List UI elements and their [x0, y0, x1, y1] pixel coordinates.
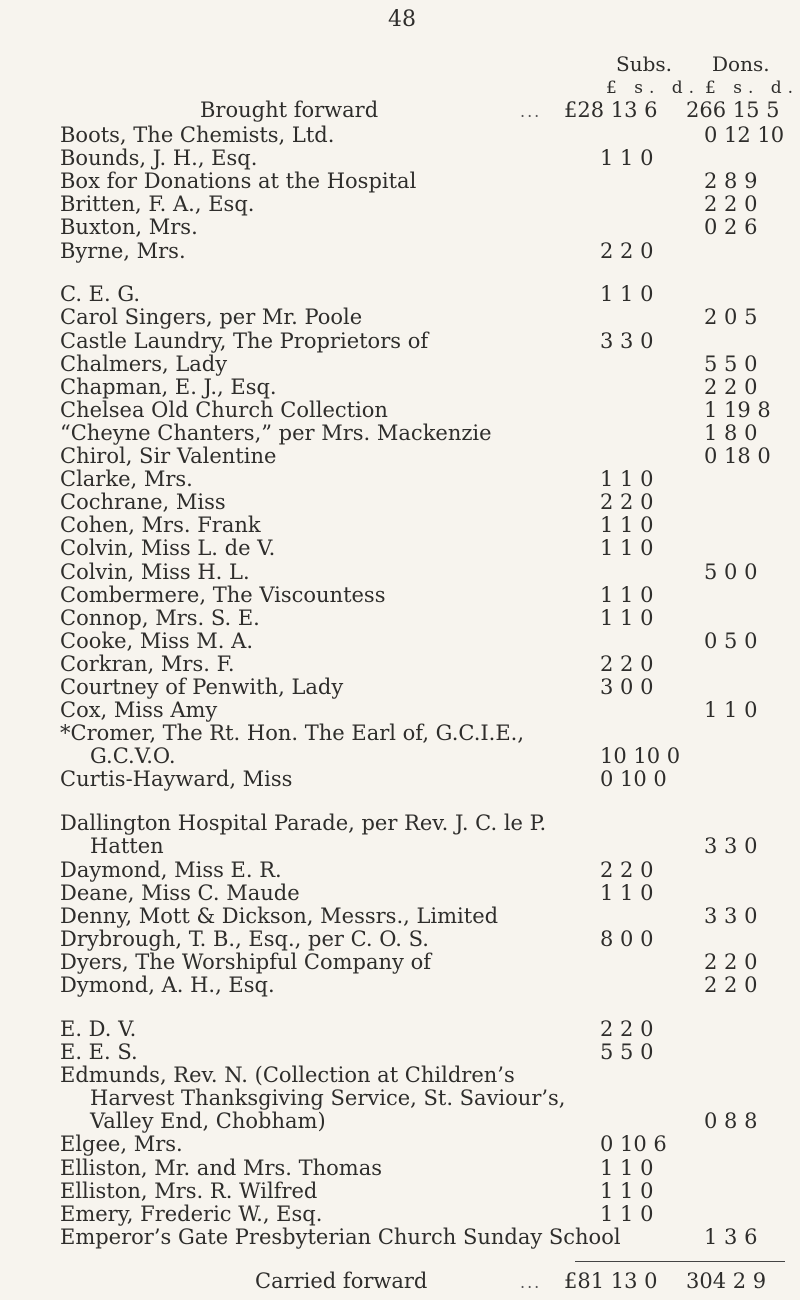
- entry-subscription: 1 1 0: [600, 605, 654, 630]
- entry-subscription: 1 1 0: [600, 1178, 654, 1203]
- entry-subscription: 1 1 0: [600, 880, 654, 905]
- entry-subscription: 3 3 0: [600, 328, 654, 353]
- entry-subscription: 1 1 0: [600, 513, 654, 538]
- entry-name-continued: Hatten: [90, 834, 164, 859]
- entry-subscription: 1 1 0: [600, 1201, 654, 1226]
- entry-name: Emery, Frederic W., Esq.: [60, 1201, 323, 1226]
- entry-name: Byrne, Mrs.: [60, 238, 186, 263]
- entry-name: Cochrane, Miss: [60, 490, 226, 515]
- entry-name: Cohen, Mrs. Frank: [60, 513, 261, 538]
- carried-forward-dons: 304 2 9: [686, 1269, 767, 1293]
- entry-donation: 3 3 0: [704, 903, 758, 928]
- entry-name: Chelsea Old Church Collection: [60, 397, 388, 422]
- entry-name: Boots, The Chemists, Ltd.: [60, 123, 335, 147]
- carried-forward-dots: ...: [520, 1273, 542, 1292]
- entry-subscription: 5 5 0: [600, 1040, 654, 1065]
- entry-donation: 0 5 0: [704, 628, 758, 653]
- brought-forward-label: Brought forward: [200, 98, 379, 122]
- dons-lsd-header: £ s. d.: [705, 78, 800, 98]
- entry-name: Elliston, Mrs. R. Wilfred: [60, 1178, 318, 1203]
- entry-donation: 5 5 0: [704, 351, 758, 376]
- entry-subscription: 1 1 0: [600, 282, 654, 307]
- entry-donation: 3 3 0: [704, 834, 758, 859]
- entry-name: Daymond, Miss E. R.: [60, 857, 282, 882]
- entry-name: Deane, Miss C. Maude: [60, 880, 300, 905]
- entry-name: Elliston, Mr. and Mrs. Thomas: [60, 1155, 383, 1180]
- brought-forward-subs: £28 13 6: [564, 98, 658, 122]
- entry-subscription: 8 0 0: [600, 926, 654, 951]
- entry-name: Denny, Mott & Dickson, Messrs., Limited: [60, 903, 499, 928]
- brought-forward-dons: 266 15 5: [686, 98, 780, 122]
- entry-name: Dallington Hospital Parade, per Rev. J. C. le P.: [60, 811, 547, 836]
- entry-name: “Cheyne Chanters,” per Mrs. Mackenzie: [60, 420, 492, 445]
- entry-name-continued: G.C.V.O.: [90, 744, 176, 769]
- entry-name: Colvin, Miss H. L.: [60, 559, 250, 584]
- entry-subscription: 0 10 0: [600, 767, 667, 792]
- entry-name: Cox, Miss Amy: [60, 698, 218, 723]
- entry-name-continued: Valley End, Chobham): [90, 1109, 326, 1134]
- entry-donation: 1 19 8: [704, 397, 771, 422]
- entry-name: Chalmers, Lady: [60, 351, 228, 376]
- entry-name: Emperor’s Gate Presbyterian Church Sunday School: [60, 1224, 621, 1249]
- entry-donation: 1 8 0: [704, 420, 758, 445]
- entry-subscription: 2 2 0: [600, 1016, 654, 1041]
- entry-subscription: 1 1 0: [600, 146, 654, 171]
- entry-donation: 2 2 0: [704, 192, 758, 217]
- entry-subscription: 2 2 0: [600, 857, 654, 882]
- entry-name: *Cromer, The Rt. Hon. The Earl of, G.C.I.E.,: [60, 721, 525, 746]
- entry-name: Colvin, Miss L. de V.: [60, 536, 276, 561]
- entry-name: Edmunds, Rev. N. (Collection at Children’s: [60, 1063, 515, 1088]
- entry-subscription: 1 1 0: [600, 582, 654, 607]
- entry-name: Dyers, The Worshipful Company of: [60, 949, 431, 974]
- entry-donation: 2 8 9: [704, 169, 758, 194]
- entry-donation: 2 2 0: [704, 374, 758, 399]
- entry-name: E. D. V.: [60, 1016, 137, 1041]
- entry-subscription: 10 10 0: [600, 744, 681, 769]
- entry-name: E. E. S.: [60, 1040, 138, 1065]
- entry-name: Carol Singers, per Mr. Poole: [60, 305, 363, 330]
- entry-name: Curtis-Hayward, Miss: [60, 767, 293, 792]
- dons-column-header: Dons.: [712, 52, 770, 76]
- entry-name: Cooke, Miss M. A.: [60, 628, 253, 653]
- entry-donation: 1 1 0: [704, 698, 758, 723]
- carried-forward-subs: £81 13 0: [564, 1269, 658, 1293]
- entry-name: Clarke, Mrs.: [60, 467, 193, 492]
- entry-donation: 2 0 5: [704, 305, 758, 330]
- entry-subscription: 0 10 6: [600, 1132, 667, 1157]
- entry-subscription: 1 1 0: [600, 1155, 654, 1180]
- brought-forward-dots: ...: [520, 102, 542, 121]
- entry-subscription: 1 1 0: [600, 467, 654, 492]
- entry-name: Box for Donations at the Hospital: [60, 169, 417, 194]
- entry-name: Corkran, Mrs. F.: [60, 651, 235, 676]
- entry-name: Buxton, Mrs.: [60, 215, 198, 240]
- entry-name: Connop, Mrs. S. E.: [60, 605, 260, 630]
- entry-donation: 1 3 6: [704, 1224, 758, 1249]
- entry-subscription: 2 2 0: [600, 238, 654, 263]
- entry-name: Britten, F. A., Esq.: [60, 192, 255, 217]
- entry-name: C. E. G.: [60, 282, 141, 307]
- entry-donation: 0 2 6: [704, 215, 758, 240]
- entry-name: Chirol, Sir Valentine: [60, 444, 277, 469]
- total-rule: [575, 1261, 785, 1262]
- entry-subscription: 2 2 0: [600, 490, 654, 515]
- entry-name: Chapman, E. J., Esq.: [60, 374, 277, 399]
- entry-donation: 2 2 0: [704, 949, 758, 974]
- entry-name-continued: Harvest Thanksgiving Service, St. Saviour’s,: [90, 1086, 566, 1111]
- entry-donation: 5 0 0: [704, 559, 758, 584]
- entry-name: Combermere, The Viscountess: [60, 582, 386, 607]
- entry-name: Dymond, A. H., Esq.: [60, 973, 275, 998]
- entry-name: Bounds, J. H., Esq.: [60, 146, 258, 171]
- entry-subscription: 1 1 0: [600, 536, 654, 561]
- subs-column-header: Subs.: [616, 52, 673, 76]
- entry-donation: 2 2 0: [704, 973, 758, 998]
- entry-donation: 0 8 8: [704, 1109, 758, 1134]
- subs-lsd-header: £ s. d.: [606, 78, 701, 98]
- carried-forward-label: Carried forward: [255, 1269, 428, 1293]
- entry-name: Castle Laundry, The Proprietors of: [60, 328, 429, 353]
- entry-subscription: 2 2 0: [600, 651, 654, 676]
- page-number: 48: [388, 7, 416, 32]
- entry-subscription: 3 0 0: [600, 675, 654, 700]
- entry-donation: 0 18 0: [704, 444, 771, 469]
- entry-name: Elgee, Mrs.: [60, 1132, 183, 1157]
- entry-donation: 0 12 10: [704, 123, 785, 147]
- entry-name: Drybrough, T. B., Esq., per C. O. S.: [60, 926, 429, 951]
- entry-name: Courtney of Penwith, Lady: [60, 675, 344, 700]
